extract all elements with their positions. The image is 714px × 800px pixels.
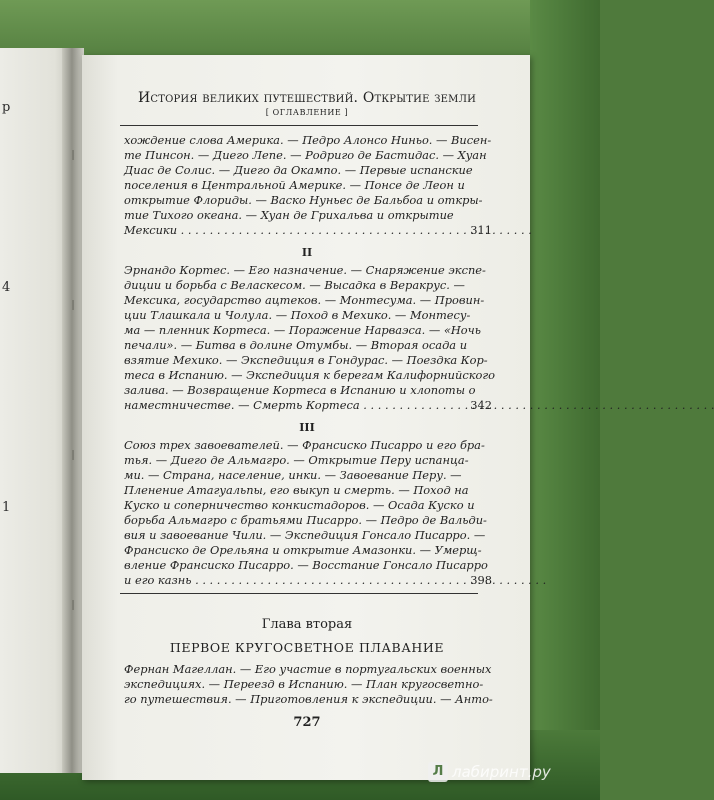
toc-line: борьба Альмагро с братьями Писарро. — Педро де Вальди- [124, 513, 487, 527]
toc-line: Пленение Атагуальпы, его выкуп и смерть. — Поход на [124, 483, 469, 497]
toc-line: тие Тихого океана. — Хуан де Грихальва и открытие [124, 208, 454, 222]
toc-line: Мексики . . . [124, 223, 448, 238]
left-page-fragment: p [2, 100, 11, 115]
left-page-fragment: 1 [2, 500, 11, 515]
section-subhead: [ ОГЛАВЛЕНИЕ ] [265, 108, 349, 117]
background-top [0, 0, 600, 60]
toc-line: Союз трех завоевателей. — Франсиско Писарро и его бра- [124, 438, 485, 452]
chapter-label: Глава вторая [261, 617, 353, 632]
toc-line: ции Тлашкала и Чолула. — Поход в Мехико. — Монтесу- [124, 308, 471, 322]
toc-line: хождение слова Америка. — Педро Алонсо Ниньо. — Висен- [124, 133, 492, 147]
toc-line: ма — пленник Кортеса. — Поражение Нарваэса. — «Ночь [124, 323, 481, 337]
toc-line: печали». — Битва в долине Отумбы. — Вторая осада и [124, 338, 468, 352]
toc-line: взятие Мехико. — Экспедиция в Гондурас. — Поездка Кор- [124, 353, 488, 367]
toc-line: вия и завоевание Чили. — Экспедиция Гонсало Писарро. — [124, 528, 486, 542]
folio-page-number: 727 [293, 715, 321, 730]
toc-line: тья. — Диего де Альмагро. — Открытие Перу испанца- [124, 453, 469, 467]
top-rule [120, 125, 478, 126]
toc-line: и его казнь . . . [124, 573, 448, 588]
toc-line: Эрнандо Кортес. — Его назначение. — Снаряжение экспе- [124, 263, 486, 277]
watermark-text: лабиринт.ру [452, 763, 551, 781]
section-rule [120, 593, 478, 594]
toc-line: Фернан Магеллан. — Его участие в португальских военных [124, 662, 492, 676]
binding-stitch [72, 450, 74, 460]
page-number: 311 [470, 223, 492, 237]
toc-line: открытие Флориды. — Васко Нуньес де Бальбоа и откры- [124, 193, 483, 207]
toc-line: залива. — Возвращение Кортеса в Испанию и хлопоты о [124, 383, 476, 397]
toc-line: вление Франсиско Писарро. — Восстание Гонсало Писарро [124, 558, 488, 572]
toc-line: Мексика, государство ацтеков. — Монтесума. — Провин- [124, 293, 485, 307]
toc-line: наместничестве. — Смерть Кортеса . . . [124, 398, 448, 413]
binding-stitch [72, 150, 74, 160]
toc-line: экспедициях. — Переезд в Испанию. — План кругосветно- [124, 677, 484, 691]
toc-line: Куско и соперничество конкистадоров. — Осада Куско и [124, 498, 475, 512]
book-page [82, 55, 530, 780]
watermark-logo: Л [428, 762, 448, 782]
section-numeral: III [299, 421, 315, 434]
toc-line: ми. — Страна, население, инки. — Завоевание Перу. — [124, 468, 462, 482]
toc-line: го путешествия. — Приготовления к экспедиции. — Анто- [124, 692, 493, 706]
running-head: История великих путешествий. Открытие земли [137, 90, 477, 106]
toc-line: Франсиско де Орельяна и открытие Амазонки. — Умерщ- [124, 543, 482, 557]
toc-line: теса в Испанию. — Экспедиция к берегам Калифорнийского [124, 368, 495, 382]
page-number: 398 [470, 573, 492, 587]
binding-stitch [72, 300, 74, 310]
toc-line: диции и борьба с Веласкесом. — Высадка в Веракрус. — [124, 278, 465, 292]
section-numeral: II [301, 246, 313, 259]
toc-line: Диас де Солис. — Диего да Окампо. — Первые испанские [124, 163, 473, 177]
left-page-fragment: 4 [2, 280, 11, 295]
binding-stitch [72, 600, 74, 610]
toc-line: поселения в Центральной Америке. — Понсе де Леон и [124, 178, 465, 192]
chapter-title: ПЕРВОЕ КРУГОСВЕТНОЕ ПЛАВАНИЕ [169, 640, 445, 655]
page-number: 342 [470, 398, 492, 412]
toc-line: те Пинсон. — Диего Лепе. — Родриго де Бастидас. — Хуан [124, 148, 487, 162]
